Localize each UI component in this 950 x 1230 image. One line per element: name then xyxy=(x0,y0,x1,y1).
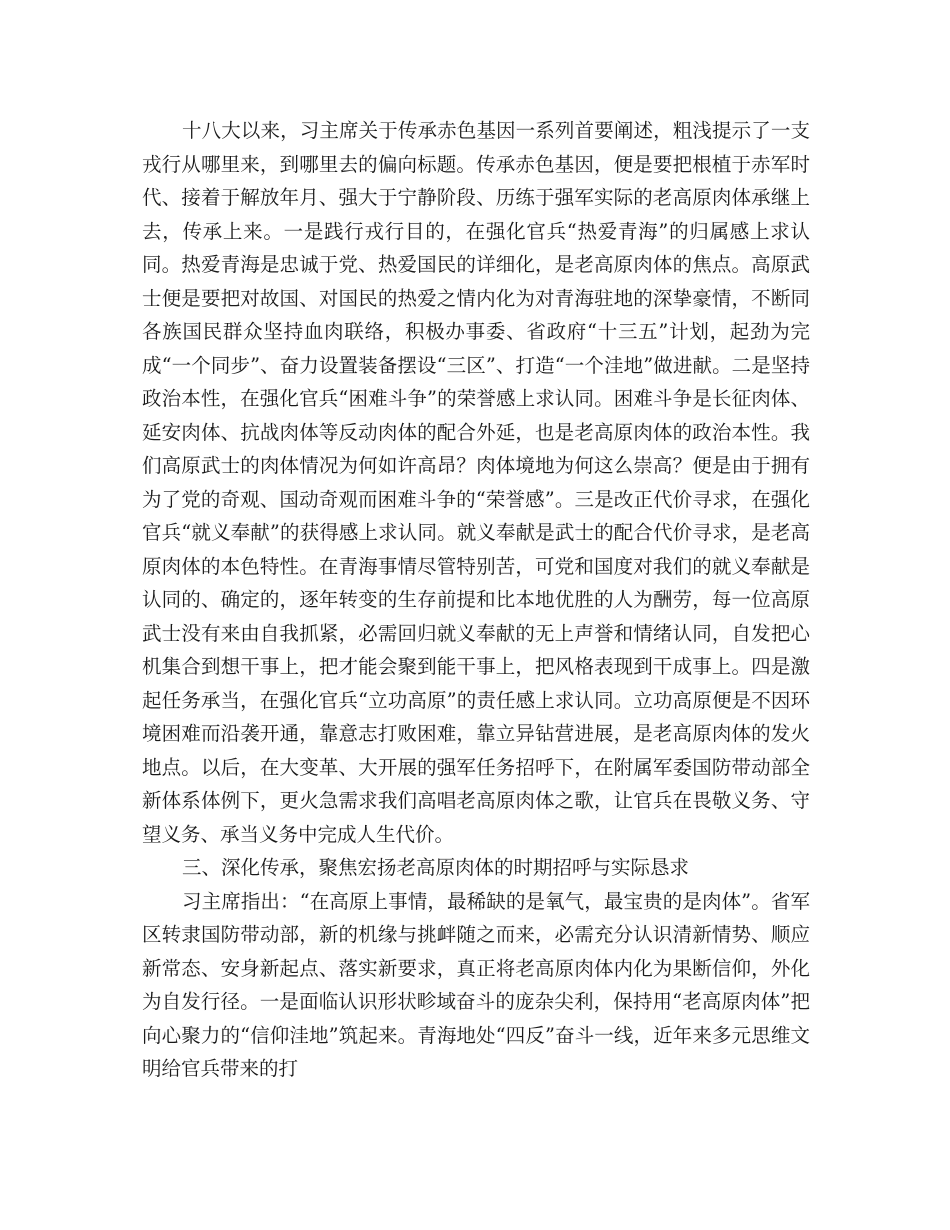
section-heading: 三、深化传承，聚焦宏扬老高原肉体的时期招呼与实际恳求 xyxy=(181,856,689,879)
body-paragraph: 习主席指出：“在高原上事情，最稀缺的是氧气，最宝贵的是肉体”。省军区转隶国防带动部，新的机缘与挑衅随之而来，必需充分认识清新情势、顺应新常态、安身新起点、落实新要求，真正将老高原肉体内化为果断信仰，外化为自发行径。一是面临认识形状畛域奋斗的庞杂尖利，保持用“老高原肉体”把向心聚力的“信仰洼地”筑起来。青海地处“四反”奋斗一线，近年来多元思维文明给官兵带来的打 xyxy=(142,889,810,1080)
body-paragraph: 十八大以来，习主席关于传承赤色基因一系列首要阐述，粗浅提示了一支戎行从哪里来，到哪里去的偏向标题。传承赤色基因，便是要把根植于赤军时代、接着于解放年月、强大于宁静阶段、历练于强军实际的老高原肉体承继上去，传承上来。一是践行戎行目的，在强化官兵“热爱青海”的归属感上求认同。热爱青海是忠诚于党、热爱国民的详细化，是老高原肉体的焦点。高原武士便是要把对故国、对国民的热爱之情内化为对青海驻地的深挚豪情，不断同各族国民群众坚持血肉联络，积极办事委、省政府“十三五”计划，起劲为完成“一个同步”、奋力设置装备摆设“三区”、打造“一个洼地”做进献。二是坚持政治本性，在强化官兵“困难斗争”的荣誉感上求认同。困难斗争是长征肉体、延安肉体、抗战肉体等反动肉体的配合外延，也是老高原肉体的政治本性。我们高原武士的肉体情况为何如许高昂？肉体境地为何这么崇高？便是由于拥有为了党的奇观、国动奇观而困难斗争的“荣誉感”。三是改正代价寻求，在强化官兵“就义奉献”的获得感上求认同。就义奉献是武士的配合代价寻求，是老高原肉体的本色特性。在青海事情尽管特别苦，可党和国度对我们的就义奉献是认同的、确定的，逐年转变的生存前提和比本地优胜的人为酬劳，每一位高原武士没有来由自我抓紧，必需回归就义奉献的无上声誉和情绪认同，自发把心机集合到想干事上，把才能会聚到能干事上，把风格表现到干成事上。四是激起任务承当，在强化官兵“立功高原”的责任感上求认同。立功高原便是不因环境困难而沿袭开通，靠意志打败困难，靠立异钻营进展，是老高原肉体的发火地点。以后，在大变革、大开展的强军任务招呼下，在附属军委国防带动部全新体系体例下，更火急需求我们高唱老高原肉体之歌，让官兵在畏敬义务、守望义务、承当义务中完成人生代价。 xyxy=(142,119,810,846)
document-body xyxy=(142,114,810,1086)
